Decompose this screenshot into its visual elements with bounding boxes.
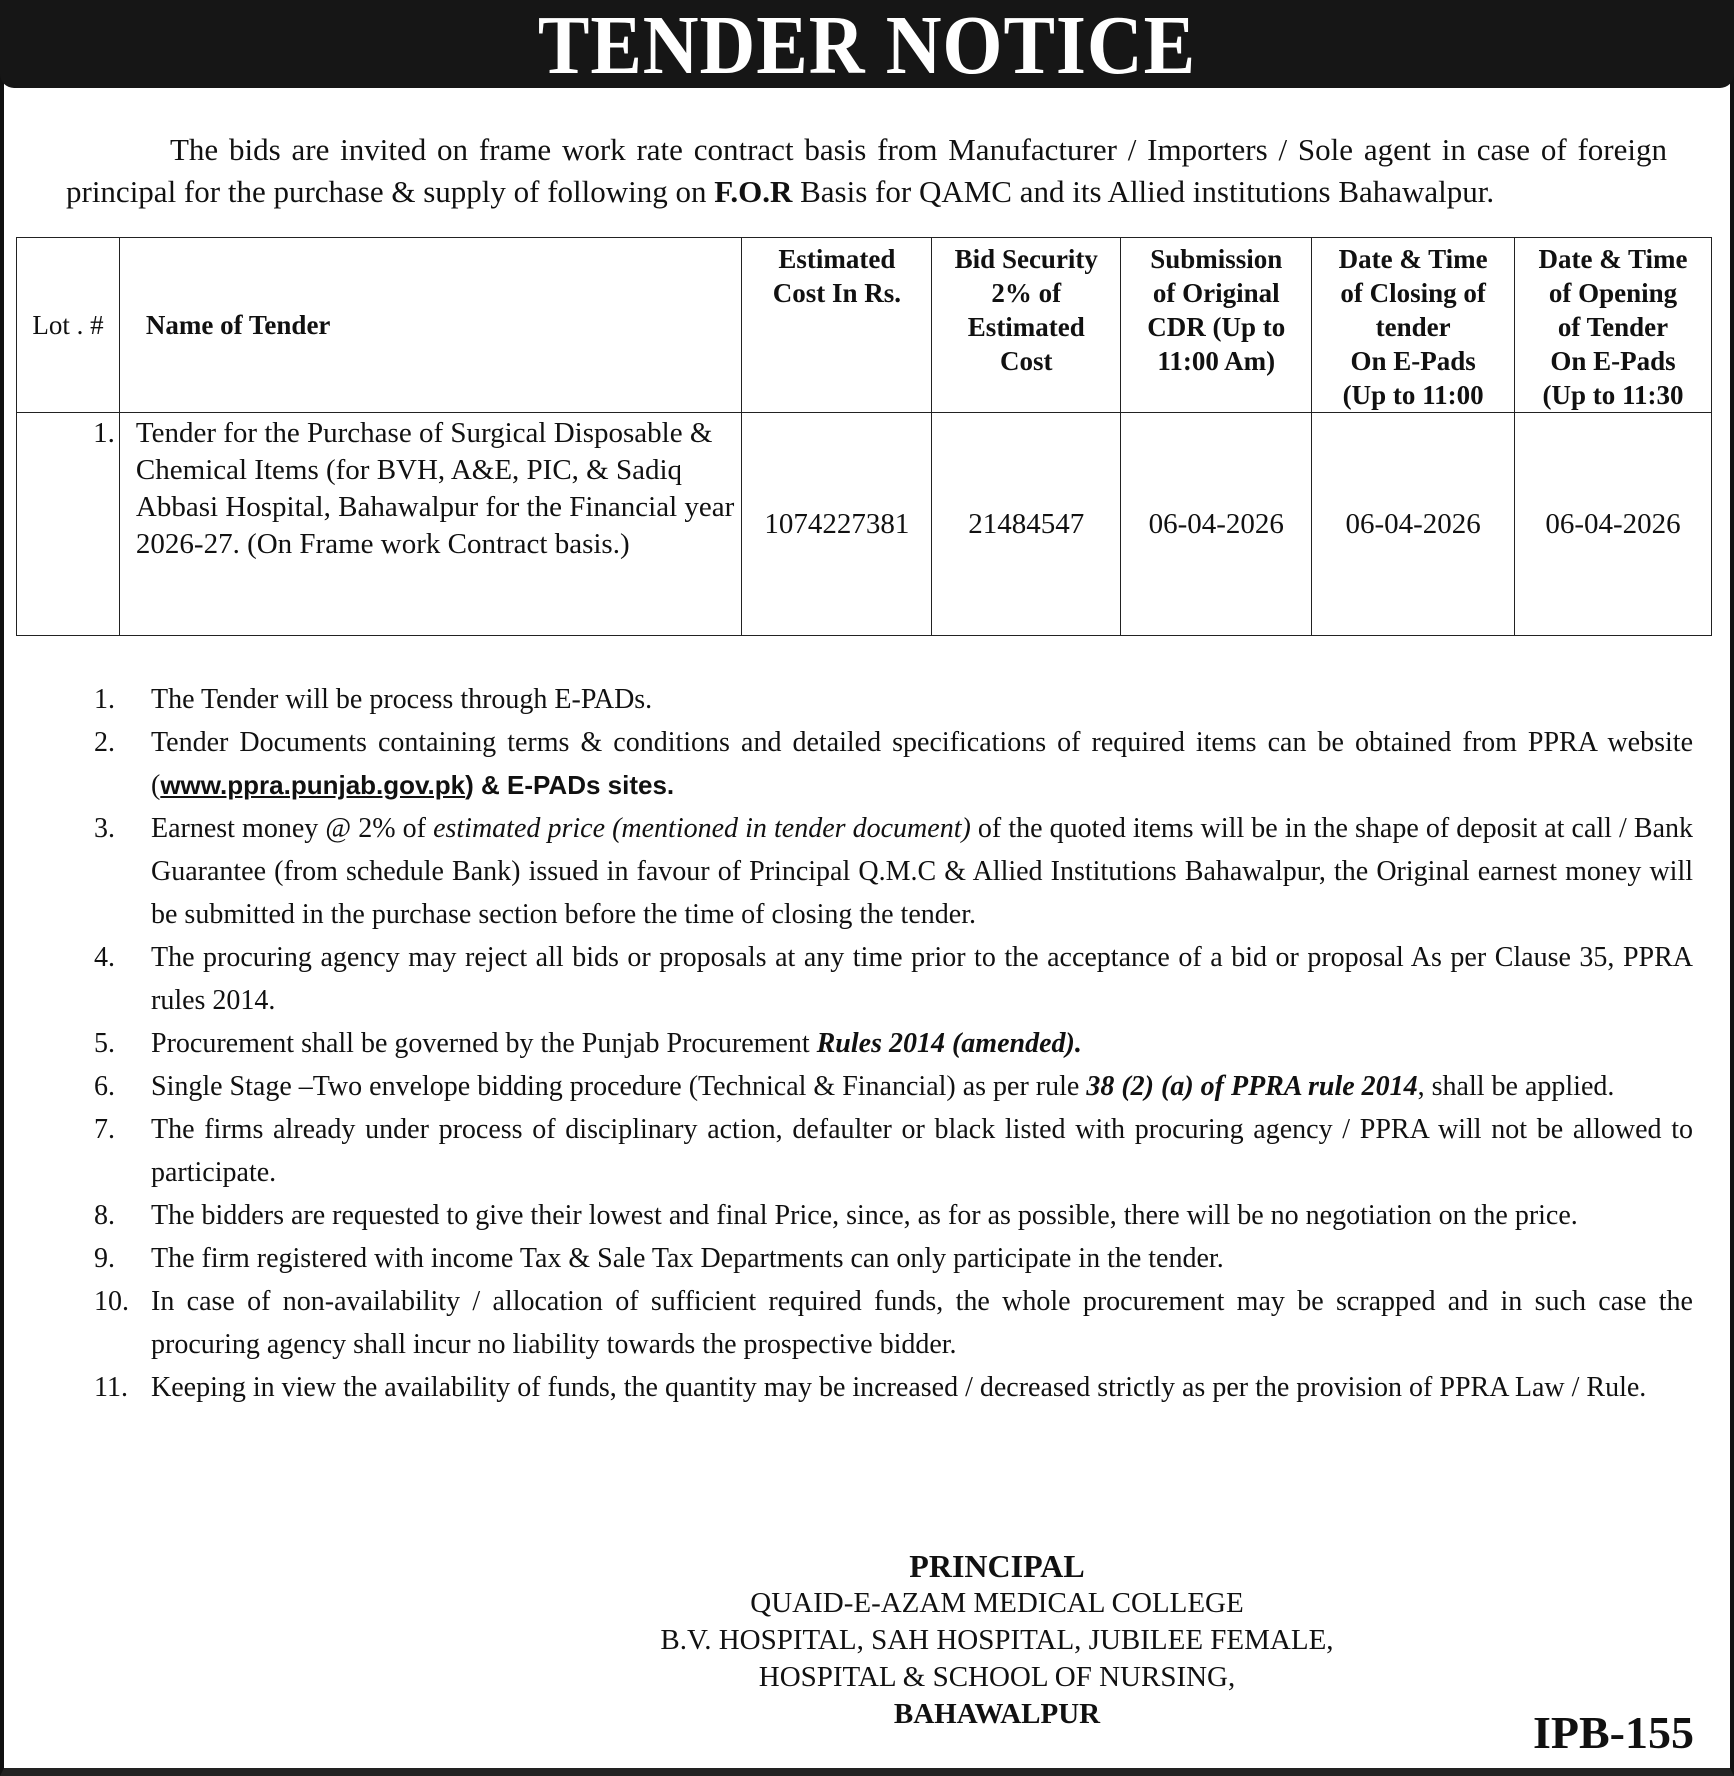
- signatory-city: BAHAWALPUR: [893, 1698, 1101, 1730]
- conditions-list: [94, 678, 1693, 1409]
- signature-block: [560, 1548, 1434, 1733]
- reference-number: IPB-155: [1533, 1707, 1694, 1758]
- intro-text-end: Basis for QAMC and its Allied institutions Bahawalpur.: [792, 174, 1495, 209]
- cell-lot: 1.: [17, 413, 120, 636]
- header-bid-security: Bid Security 2% of Estimated Cost: [932, 238, 1121, 413]
- cell-closing: 06-04-2026: [1312, 413, 1515, 636]
- list-item: 4. The procuring agency may reject all bids or proposals at any time prior to the acceptance of a bid or proposal As per Clause 35, PPRA rules 2014.: [94, 942, 1693, 1016]
- list-item: 3. Earnest money @ 2% of estimated price (mentioned in tender document) of the quoted items will be in the shape of deposit at call / Bank Guarantee (from schedule Bank) issued in favour of Principal Q.M.C & Allied Institutions Bahawalpur, the Original earnest money will be submitted in the purchase section before the time of closing the tender.: [94, 813, 1693, 930]
- list-item: 7. The firms already under process of disciplinary action, defaulter or black listed with procuring agency / PPRA will not be allowed to participate.: [94, 1114, 1693, 1188]
- cell-bid-security: 21484547: [932, 413, 1121, 636]
- header-name: Name of Tender: [119, 238, 741, 413]
- cell-name: Tender for the Purchase of Surgical Disposable & Chemical Items (for BVH, A&E, PIC, & Sadiq Abbasi Hospital, Bahawalpur for the Financial year 2026-27. (On Frame work Contract basis.): [119, 413, 741, 636]
- list-item: 8. The bidders are requested to give their lowest and final Price, since, as for as possible, there will be no negotiation on the price.: [94, 1200, 1578, 1231]
- header-estimated-cost: Estimated Cost In Rs.: [742, 238, 932, 413]
- list-item: 11. Keeping in view the availability of funds, the quantity may be increased / decreased strictly as per the provision of PPRA Law / Rule.: [94, 1372, 1647, 1403]
- header-closing: Date & Time of Closing of tender On E-Pads (Up to 11:00: [1312, 238, 1515, 413]
- list-item: 6. Single Stage –Two envelope bidding procedure (Technical & Financial) as per rule 38 (2) (a) of PPRA rule 2014, shall be applied.: [94, 1071, 1615, 1102]
- list-item: 1. The Tender will be process through E-PADs.: [94, 684, 653, 715]
- page-title: TENDER NOTICE: [537, 0, 1197, 92]
- cell-submission: 06-04-2026: [1121, 413, 1312, 636]
- list-item: 10. In case of non-availability / allocation of sufficient required funds, the whole procurement may be scrapped and in such case the procuring agency shall incur no liability towards the prospective bidder.: [94, 1286, 1693, 1360]
- intro-bold: F.O.R: [714, 174, 793, 209]
- list-item: 2. Tender Documents containing terms & conditions and detailed specifications of required items can be obtained from PPRA website (www.ppra.punjab.gov.pk) & E-PADs sites.: [94, 727, 1693, 801]
- ppra-website-link[interactable]: www.ppra.punjab.gov.pk: [160, 770, 466, 800]
- header-opening: Date & Time of Opening of Tender On E-Pads (Up to 11:30: [1515, 238, 1712, 413]
- signatory-title: PRINCIPAL: [909, 1548, 1085, 1584]
- list-item: 5. Procurement shall be governed by the Punjab Procurement Rules 2014 (amended).: [94, 1028, 1082, 1059]
- signatory-line: HOSPITAL & SCHOOL OF NURSING,: [758, 1661, 1236, 1693]
- header-lot: Lot . #: [17, 238, 120, 413]
- list-item: 9. The firm registered with income Tax & Sale Tax Departments can only participate in the tender.: [94, 1243, 1224, 1274]
- intro-text: The bids are invited on frame work rate contract basis from Manufacturer / Importers / Sole agent in case of foreign principal for the purchase & supply of following on: [66, 132, 1667, 209]
- title-banner: [0, 0, 1734, 92]
- signatory-line: B.V. HOSPITAL, SAH HOSPITAL, JUBILEE FEMALE,: [660, 1624, 1334, 1656]
- signatory-line: QUAID-E-AZAM MEDICAL COLLEGE: [750, 1587, 1244, 1619]
- intro-paragraph: [66, 129, 1667, 213]
- cell-estimated-cost: 1074227381: [742, 413, 932, 636]
- header-submission: Submission of Original CDR (Up to 11:00 Am): [1121, 238, 1312, 413]
- tender-table: [16, 237, 1712, 636]
- table-header-row: [17, 238, 1712, 413]
- cell-opening: 06-04-2026: [1515, 413, 1712, 636]
- table-row: [17, 413, 1712, 636]
